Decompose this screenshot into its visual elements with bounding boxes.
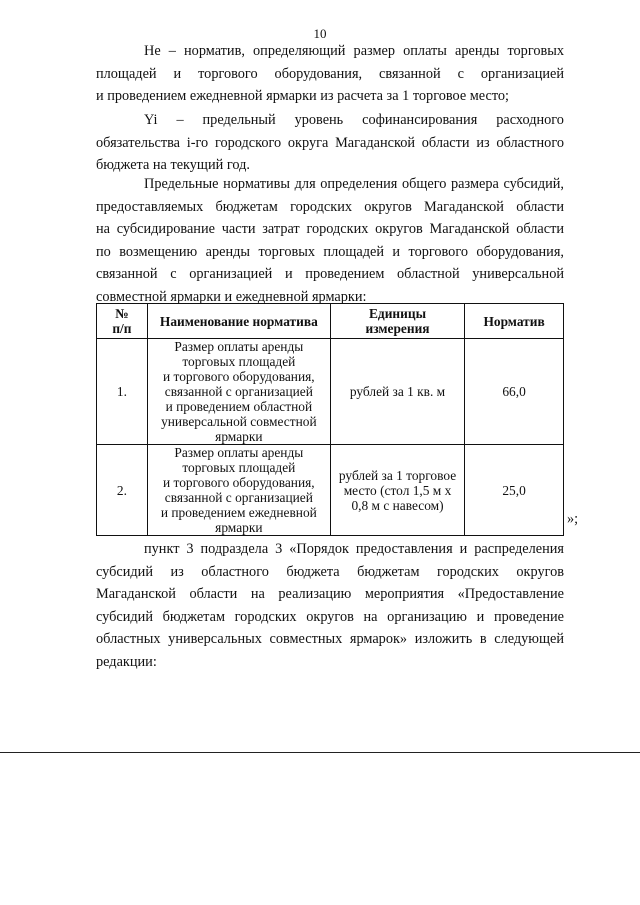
row-unit	[330, 445, 464, 536]
row-name-line: универсальной совместной	[161, 414, 317, 429]
definition-yi-word: –	[176, 112, 184, 128]
row-value: 66,0	[465, 339, 564, 445]
row-name-line: Размер оплаты аренды	[174, 339, 304, 354]
intro-line: совместной ярмарки и ежедневной ярмарки:	[96, 288, 367, 305]
definition-he-line: Не – норматив, определяющий размер оплаты аренды торговых	[144, 43, 564, 59]
header-number-line: №	[115, 306, 129, 321]
table-row	[97, 445, 564, 536]
amendment-line: пункт 3 подраздела 3 «Порядок предоставления и распределения	[144, 541, 564, 557]
closing-quote: »;	[567, 511, 579, 527]
row-name-line: связанной с организацией	[164, 490, 313, 505]
row-name	[147, 339, 330, 445]
row-name-line: и проведением областной	[165, 399, 313, 414]
definition-yi-line: бюджета на текущий год.	[96, 157, 250, 174]
row-unit-line: рублей за 1 торговое	[338, 467, 457, 483]
intro-line: по возмещению аренды торговых площадей и торгового оборудования,	[96, 243, 564, 260]
row-name-line: ярмарки	[215, 520, 263, 535]
intro-line: Предельные нормативы для определения общего размера субсидий,	[144, 176, 564, 192]
table-header-row	[97, 304, 564, 339]
definition-he	[96, 40, 564, 108]
row-number: 1.	[97, 339, 148, 445]
amendment-line: Магаданской области на реализацию мероприятия «Предоставление	[96, 586, 564, 603]
row-number: 2.	[97, 445, 148, 536]
definition-yi-word: уровень	[294, 112, 344, 128]
row-name	[147, 445, 330, 536]
table-row	[97, 339, 564, 445]
row-unit-line: место (стол 1,5 м х	[343, 482, 452, 498]
row-name-line: и торгового оборудования,	[163, 369, 315, 384]
header-value: Норматив	[465, 304, 564, 339]
row-unit-line: 0,8 м с навесом)	[351, 497, 444, 513]
row-name-line: торговых площадей	[182, 354, 296, 369]
definition-yi-word: предельный	[202, 112, 276, 128]
header-number	[97, 304, 148, 339]
page-number: 10	[313, 26, 327, 41]
norms-table	[96, 303, 564, 536]
definition-he-line: площадей и торгового оборудования, связанной с организацией	[96, 65, 564, 82]
amendment-line: субсидий из областного бюджета бюджетам городских округов	[96, 563, 564, 580]
row-name-line: ярмарки	[215, 429, 263, 444]
header-unit-line: Единицы	[369, 306, 427, 321]
row-value: 25,0	[465, 445, 564, 536]
definition-yi-line: обязательства i-го городского округа Магаданской области из областного	[96, 134, 564, 151]
amendment-line: субсидий бюджетам городских округов на организацию и проведение	[96, 608, 564, 625]
row-name-line: Размер оплаты аренды	[174, 445, 304, 460]
amendment-paragraph	[96, 538, 564, 674]
definition-yi	[96, 109, 564, 177]
definition-yi-word: Yi	[144, 112, 158, 128]
intro-line: на субсидирование части затрат городских округов Магаданской области	[96, 221, 564, 238]
intro-line: предоставляемых бюджетам городских округов Магаданской области	[96, 198, 564, 215]
amendment-line: редакции:	[96, 653, 157, 670]
header-unit-line: измерения	[365, 321, 430, 336]
header-name: Наименование норматива	[147, 304, 330, 339]
bottom-divider	[0, 752, 640, 753]
header-number-line: п/п	[112, 321, 132, 336]
row-name-line: связанной с организацией	[164, 384, 313, 399]
row-name-line: и торгового оборудования,	[163, 475, 315, 490]
row-name-line: и проведением ежедневной	[160, 505, 317, 520]
row-name-line: торговых площадей	[182, 460, 296, 475]
definition-yi-word: софинансирования	[362, 112, 478, 128]
definition-he-line: и проведением ежедневной ярмарки из расчета за 1 торговое место;	[96, 88, 510, 105]
definition-yi-word: расходного	[496, 112, 564, 128]
amendment-line: областных универсальных совместных ярмарок» изложить в следующей	[96, 631, 564, 648]
header-unit	[330, 304, 464, 339]
intro-paragraph	[96, 173, 564, 309]
definition-yi-first-line	[96, 109, 564, 132]
intro-line: связанной с организацией и проведением областной универсальной	[96, 266, 564, 283]
row-unit-line: рублей за 1 кв. м	[349, 384, 446, 399]
row-unit	[330, 339, 464, 445]
